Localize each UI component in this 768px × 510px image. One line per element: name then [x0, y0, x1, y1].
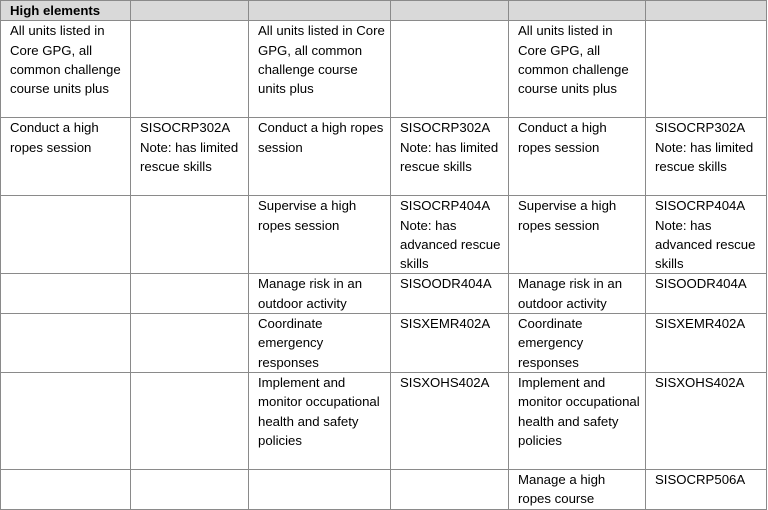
- unit-code-cell: SISOCRP302A Note: has limited rescue skills: [646, 118, 767, 196]
- unit-title-cell: Conduct a high ropes session: [1, 118, 131, 196]
- unit-title-cell: Manage a high ropes course: [509, 470, 646, 510]
- unit-code-cell: [131, 470, 249, 510]
- unit-code-cell: SISXOHS402A: [646, 373, 767, 470]
- header-cell: [131, 1, 249, 21]
- unit-title-cell: [1, 274, 131, 314]
- unit-title-cell: All units listed in Core GPG, all common challenge course units plus: [249, 21, 391, 118]
- unit-title-cell: All units listed in Core GPG, all common challenge course units plus: [509, 21, 646, 118]
- unit-code-cell: SISOCRP302A Note: has limited rescue skills: [131, 118, 249, 196]
- unit-title-cell: Conduct a high ropes session: [249, 118, 391, 196]
- unit-title-cell: [1, 314, 131, 373]
- table-row: [1, 196, 767, 274]
- unit-code-cell: [131, 196, 249, 274]
- header-cell: [646, 1, 767, 21]
- table-title: High elements: [1, 1, 131, 21]
- unit-title-cell: [1, 470, 131, 510]
- unit-code-cell: SISOCRP404A Note: has advanced rescue skills: [391, 196, 509, 274]
- unit-code-cell: [131, 274, 249, 314]
- unit-title-cell: [1, 373, 131, 470]
- unit-title-cell: Supervise a high ropes session: [249, 196, 391, 274]
- unit-title-cell: Implement and monitor occupational health and safety policies: [509, 373, 646, 470]
- unit-code-cell: SISXEMR402A: [391, 314, 509, 373]
- unit-code-cell: [131, 314, 249, 373]
- unit-title-cell: Coordinate emergency responses: [509, 314, 646, 373]
- unit-code-cell: SISXEMR402A: [646, 314, 767, 373]
- unit-title-cell: All units listed in Core GPG, all common challenge course units plus: [1, 21, 131, 118]
- table-row: [1, 21, 767, 118]
- table-row: [1, 118, 767, 196]
- unit-title-cell: Implement and monitor occupational health and safety policies: [249, 373, 391, 470]
- table-header-row: [1, 1, 767, 21]
- unit-title-cell: Manage risk in an outdoor activity: [509, 274, 646, 314]
- unit-code-cell: [391, 21, 509, 118]
- unit-code-cell: SISOODR404A: [391, 274, 509, 314]
- unit-code-cell: [391, 470, 509, 510]
- unit-code-cell: [131, 373, 249, 470]
- unit-code-cell: SISOODR404A: [646, 274, 767, 314]
- table-row: [1, 373, 767, 470]
- table-row: [1, 274, 767, 314]
- unit-title-cell: Supervise a high ropes session: [509, 196, 646, 274]
- header-cell: [249, 1, 391, 21]
- unit-code-cell: SISOCRP404A Note: has advanced rescue skills: [646, 196, 767, 274]
- unit-title-cell: Manage risk in an outdoor activity: [249, 274, 391, 314]
- table-row: [1, 314, 767, 373]
- header-cell: [509, 1, 646, 21]
- unit-title-cell: [249, 470, 391, 510]
- unit-code-cell: [646, 21, 767, 118]
- unit-title-cell: Coordinate emergency responses: [249, 314, 391, 373]
- unit-code-cell: SISXOHS402A: [391, 373, 509, 470]
- unit-title-cell: [1, 196, 131, 274]
- table-row: [1, 470, 767, 510]
- unit-code-cell: [131, 21, 249, 118]
- unit-code-cell: SISOCRP302A Note: has limited rescue skills: [391, 118, 509, 196]
- unit-title-cell: Conduct a high ropes session: [509, 118, 646, 196]
- unit-code-cell: SISOCRP506A: [646, 470, 767, 510]
- header-cell: [391, 1, 509, 21]
